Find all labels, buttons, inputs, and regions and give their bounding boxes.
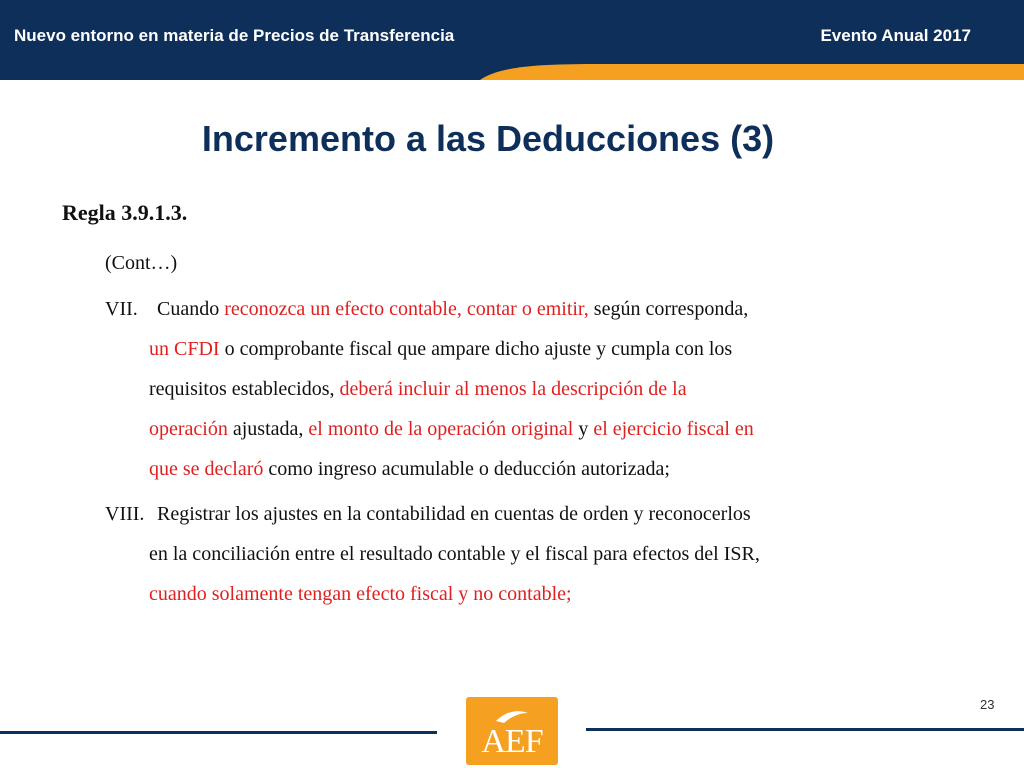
body-text: ajustada, [227,418,309,440]
highlighted-text: el monto de la operación original [308,418,574,440]
highlighted-text: el ejercicio fiscal en [593,418,754,440]
continued-label: (Cont…) [105,252,178,274]
body-text: en la conciliación entre el resultado contable y el fiscal para efectos del ISR, [149,543,760,565]
body-text: o comprobante fiscal que ampare dicho ajuste y cumpla con los [219,338,733,360]
body-text: Cuando [157,298,225,320]
header-right-text: Evento Anual 2017 [820,26,971,45]
body-text: y [573,418,594,440]
body-text: Registrar los ajustes en la contabilidad en cuentas de orden y reconocerlos [157,503,751,525]
list-item-body [105,289,945,489]
orange-stripe [0,0,1024,100]
rule-heading: Regla 3.9.1.3. [62,200,188,225]
body-text: como ingreso acumulable o deducción autorizada; [263,458,670,480]
highlighted-text: que se declaró [149,458,264,480]
list-item-number: VIII. [105,503,145,525]
body-text: según corresponda, [588,298,749,320]
header-left-text: Nuevo entorno en materia de Precios de Transferencia [14,26,455,45]
highlighted-text: cuando solamente tengan efecto fiscal y no contable; [149,583,572,605]
footer-divider-left [0,731,437,734]
body-text: requisitos establecidos, [149,378,340,400]
slide-title: Incremento a las Deducciones (3) [201,118,775,159]
aef-logo [466,697,558,765]
list-item-vii [105,289,945,489]
bird-icon [466,705,558,729]
footer-divider-right [586,728,1024,731]
highlighted-text: reconozca un efecto contable, contar o emitir, [224,298,589,320]
list-item-viii [105,494,945,614]
logo-text: AEF [481,723,543,760]
page-number: 23 [980,697,995,712]
list-item-body [105,494,945,614]
list-item-number: VII. [105,298,138,320]
highlighted-text: deberá incluir al menos la descripción de la [339,378,687,400]
highlighted-text: operación [149,418,228,440]
highlighted-text: un CFDI [149,338,220,360]
